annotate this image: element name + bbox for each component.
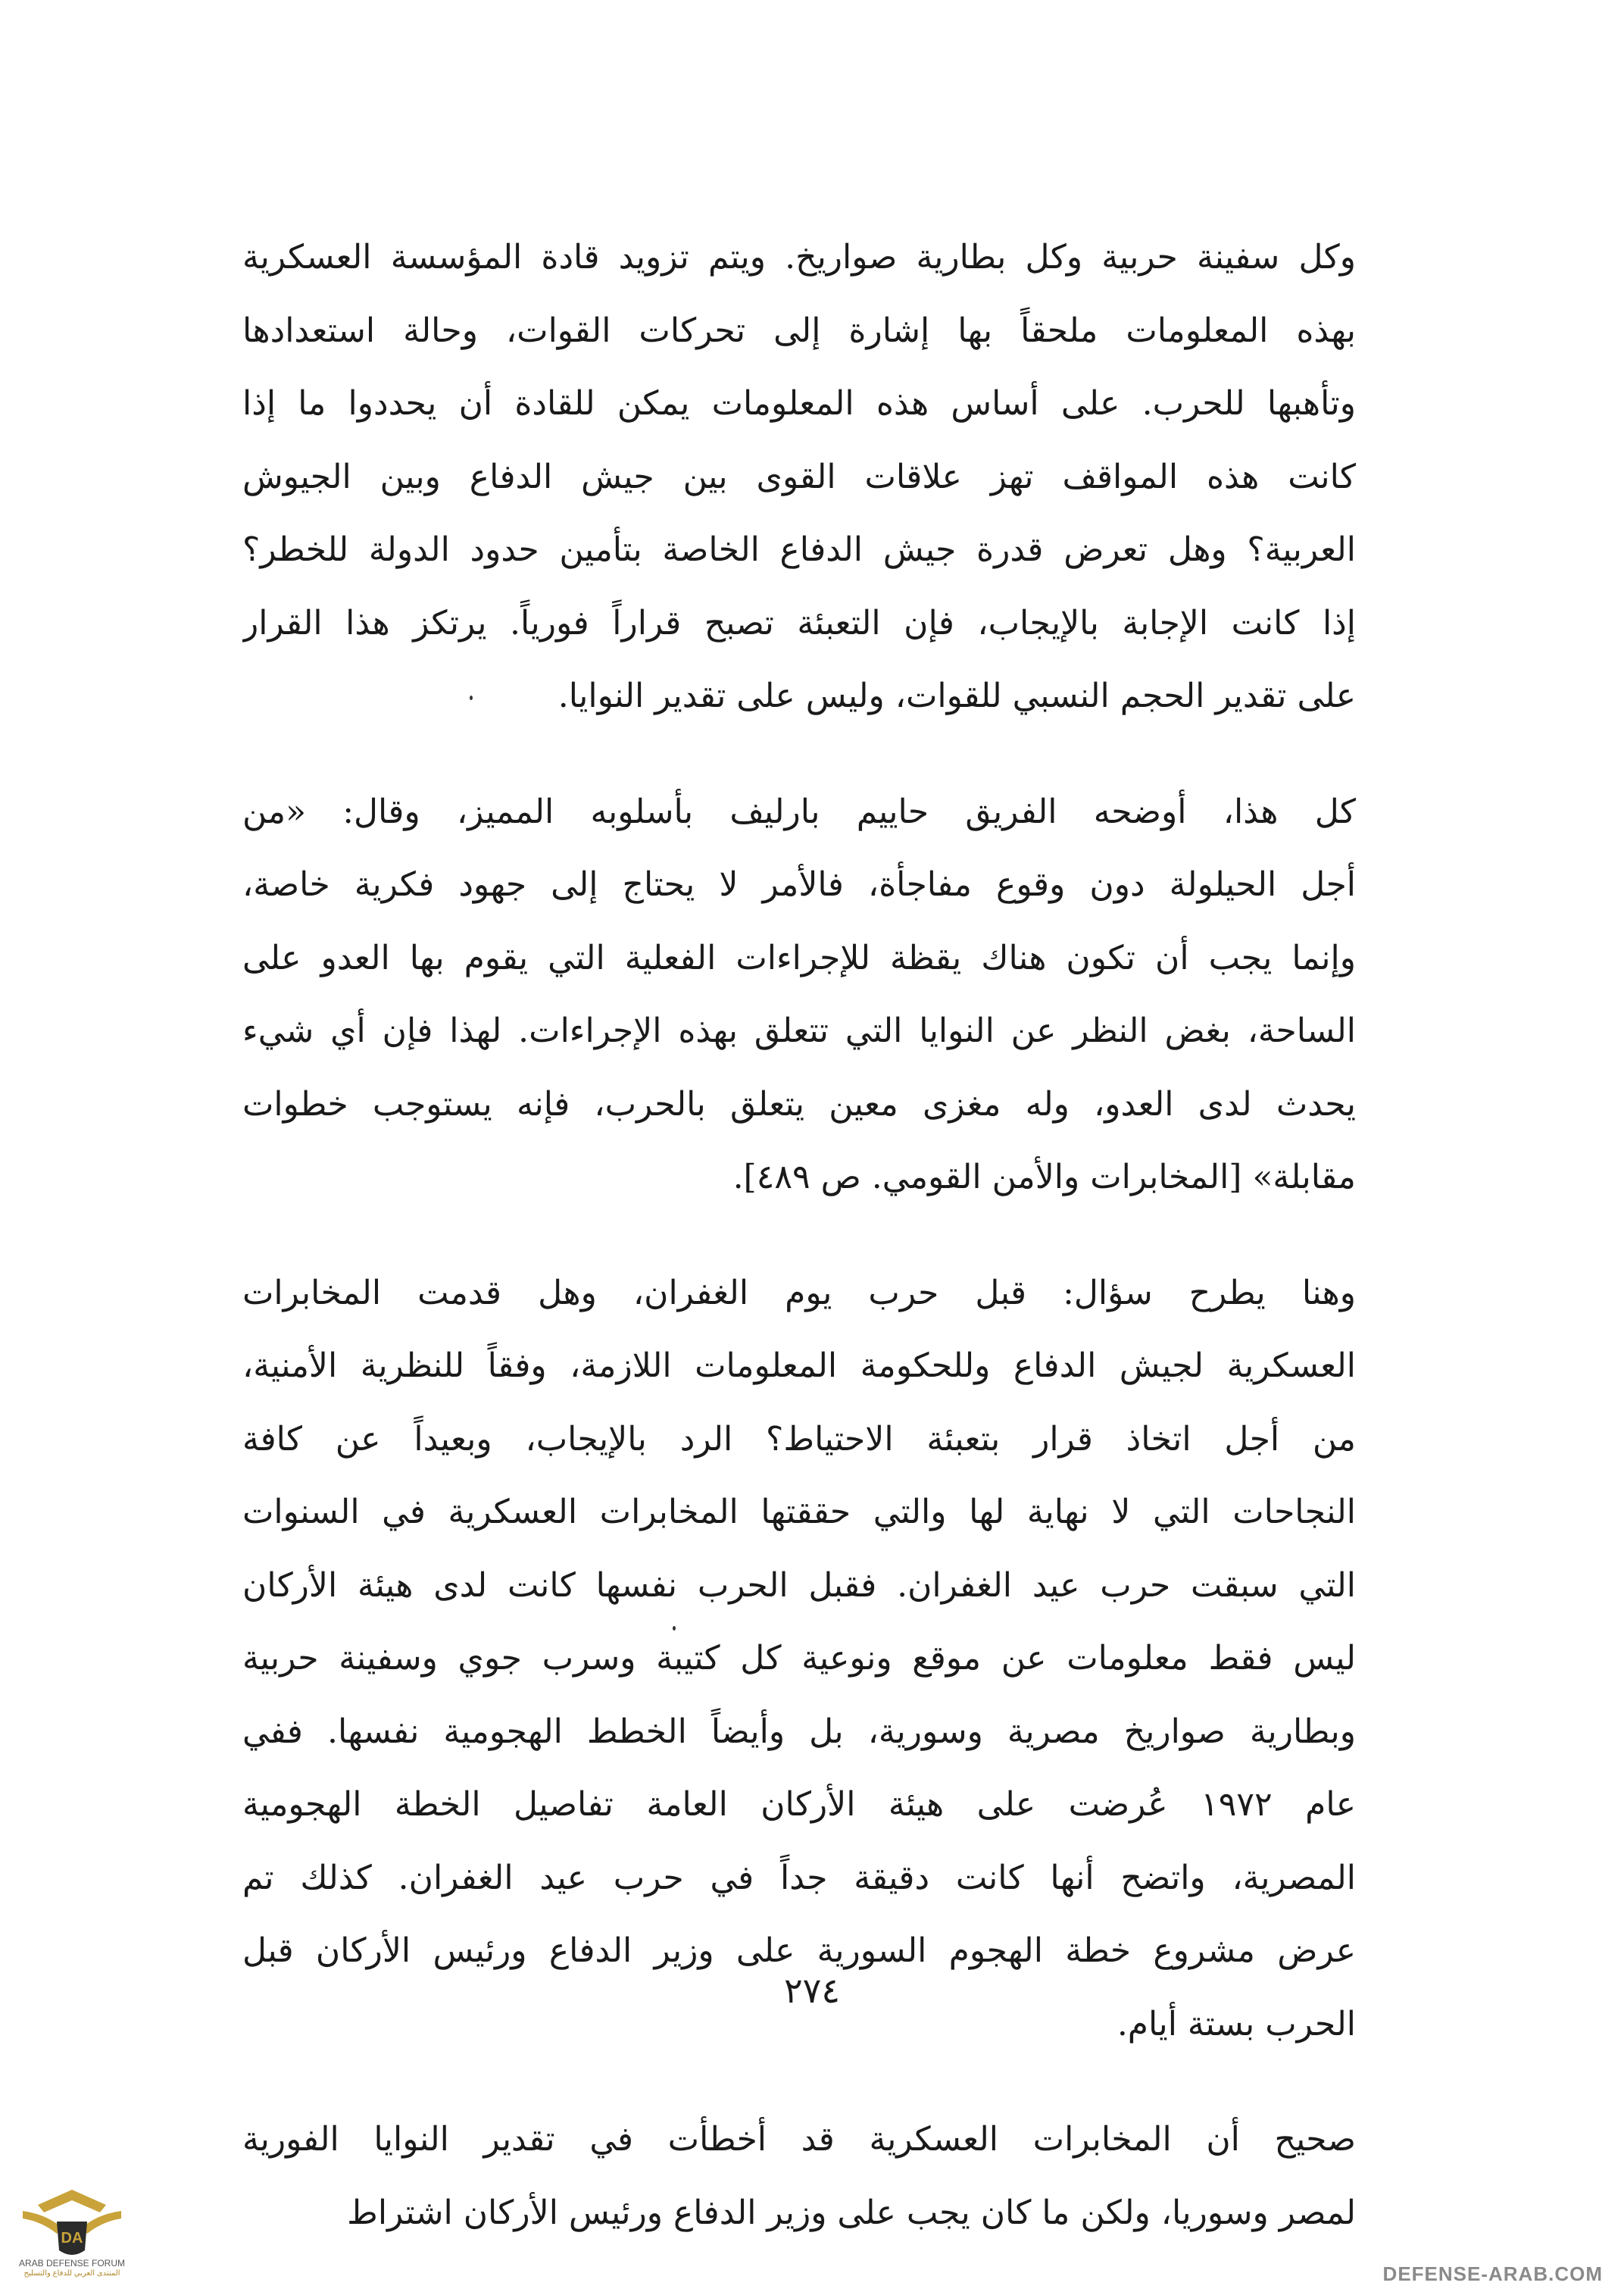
text-line: عام ١٩٧٢ عُرضت على هيئة الأركان العامة تفاصيل الخطة الهجومية [242,1785,1356,1824]
paragraph [242,221,1356,733]
text-line: أجل الحيلولة دون وقوع مفاجأة، فالأمر لا يحتاج إلى جهود فكرية خاصة، [242,865,1356,904]
text-line: ليس فقط معلومات عن موقع ونوعية كل كتيبة وسرب جوي وسفينة حربية [242,1639,1356,1678]
paragraph [242,776,1356,1215]
text-line: وإنما يجب أن تكون هناك يقظة للإجراءات الفعلية التي يقوم بها العدو على [242,938,1356,977]
text-line: وهنا يطرح سؤال: قبل حرب يوم الغفران، وهل قدمت المخابرات [242,1273,1356,1312]
logo-caption-en: ARAB DEFENSE FORUM [18,2258,125,2269]
paragraph [242,1257,1356,2062]
text-line: المصرية، واتضح أنها كانت دقيقة جداً في حرب عيد الغفران. كذلك تم [242,1858,1356,1897]
text-line: الساحة، بغض النظر عن النوايا التي تتعلق بهذه الإجراءات. لهذا فإن أي شيء [242,1012,1356,1050]
text-line: الحرب بستة أيام. [1116,2004,1356,2043]
text-line: النجاحات التي لا نهاية لها والتي حققتها المخابرات العسكرية في السنوات [242,1493,1356,1531]
text-line: وبطارية صواريخ مصرية وسورية، بل وأيضاً الخطط الهجومية نفسها. ففي [242,1712,1356,1751]
text-line: العربية؟ وهل تعرض قدرة جيش الدفاع الخاصة بتأمين حدود الدولة للخطر؟ [242,530,1356,569]
logo-caption [15,2258,129,2279]
text-line: إذا كانت الإجابة بالإيجاب، فإن التعبئة تصبح قراراً فورياً. يرتكز هذا القرار [242,603,1356,643]
text-line: وتأهبها للحرب. على أساس هذه المعلومات يمكن للقادة أن يحددوا ما إذا [242,384,1356,423]
text-line: مقابلة» [المخابرات والأمن القومي. ص ٤٨٩]. [732,1158,1356,1196]
text-line: كانت هذه المواقف تهز علاقات القوى بين جيش الدفاع وبين الجيوش [242,457,1356,496]
text-line: عرض مشروع خطة الهجوم السورية على وزير الدفاع ورئيس الأركان قبل [242,1931,1356,1970]
text-line: يحدث لدى العدو، وله مغزى معين يتعلق بالحرب، فإنه يستوجب خطوات [242,1084,1356,1124]
text-line: العسكرية لجيش الدفاع وللحكومة المعلومات اللازمة، وفقاً للنظرية الأمنية، [242,1346,1356,1385]
text-line: كل هذا، أوضحه الفريق حاييم بارليف بأسلوبه المميز، وقال: «من [242,792,1356,831]
scan-speck [673,1626,676,1631]
text-line: بهذه المعلومات ملحقاً بها إشارة إلى تحركات القوات، وحالة استعدادها [242,311,1356,350]
site-watermark: DEFENSE-ARAB.COM [1382,2262,1603,2285]
text-line: من أجل اتخاذ قرار بتعبئة الاحتياط؟ الرد بالإيجاب، وبعيداً عن كافة [242,1419,1356,1459]
page-number: ٢٧٤ [783,1970,841,2011]
logo-caption-ar: المنتدى العربي للدفاع والتسليح [23,2269,120,2278]
svg-text:DA: DA [61,2230,83,2247]
paragraph [242,2103,1356,2250]
scan-speck [470,696,473,700]
text-line: صحيح أن المخابرات العسكرية قد أخطأت في تقدير النوايا الفورية [242,2120,1356,2159]
text-line: لمصر وسوريا، ولكن ما كان يجب على وزير الدفاع ورئيس الأركان اشتراط [347,2193,1356,2232]
text-line: على تقدير الحجم النسبي للقوات، وليس على تقدير النوايا. [557,677,1356,715]
text-line: وكل سفينة حربية وكل بطارية صواريخ. ويتم تزويد قادة المؤسسة العسكرية [242,238,1356,277]
text-line: التي سبقت حرب عيد الغفران. فقبل الحرب نفسها كانت لدى هيئة الأركان [242,1565,1356,1605]
